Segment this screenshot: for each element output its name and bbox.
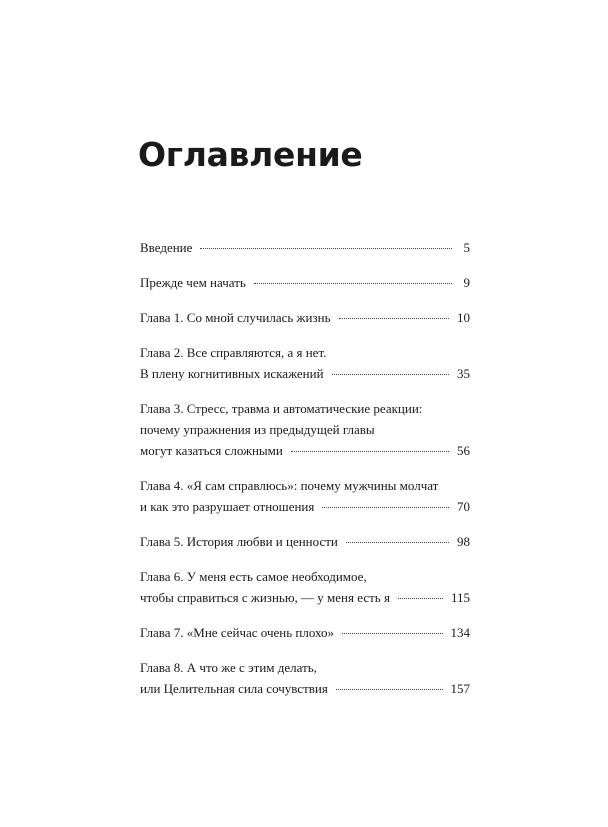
page-number: 10 <box>457 310 470 325</box>
toc-entry <box>140 622 470 643</box>
toc-list <box>140 237 470 713</box>
dot-leader <box>342 632 442 634</box>
dot-leader <box>398 597 443 599</box>
toc-entry-text: Глава 2. Все справляются, а я нет. <box>140 345 327 360</box>
toc-entry-row <box>140 496 470 517</box>
toc-entry-row <box>140 531 470 552</box>
toc-entry-text: Глава 6. У меня есть самое необходимое, <box>140 569 367 584</box>
page-number: 70 <box>457 499 470 514</box>
toc-entry-row <box>140 307 470 328</box>
toc-entry-text: и как это разрушает отношения <box>140 499 315 514</box>
page-number: 98 <box>457 534 470 549</box>
page-number: 35 <box>457 366 470 381</box>
dot-leader <box>322 506 449 508</box>
toc-entry <box>140 398 470 461</box>
toc-entry-row <box>140 678 470 699</box>
toc-entry-text: Глава 5. История любви и ценности <box>140 534 338 549</box>
dot-leader <box>254 282 452 284</box>
toc-entry <box>140 342 470 384</box>
dot-leader <box>336 688 443 690</box>
page-number: 115 <box>450 590 470 605</box>
dot-leader <box>291 450 449 452</box>
toc-entry-text: В плену когнитивных искажений <box>140 366 324 381</box>
toc-entry <box>140 657 470 699</box>
page-number: 56 <box>457 443 470 458</box>
toc-entry-text: Глава 4. «Я сам справлюсь»: почему мужчины молчат <box>140 478 439 493</box>
toc-entry-row <box>140 440 470 461</box>
toc-entry-text: Глава 8. А что же с этим делать, <box>140 660 317 675</box>
toc-entry <box>140 272 470 293</box>
toc-entry-text: могут казаться сложными <box>140 443 283 458</box>
toc-entry-text: Глава 3. Стресс, травма и автоматические реакции: <box>140 401 423 416</box>
toc-entry-text: Глава 1. Со мной случилась жизнь <box>140 310 331 325</box>
toc-entry-text: или Целительная сила сочувствия <box>140 681 328 696</box>
page-number: 134 <box>450 625 470 640</box>
toc-entry <box>140 237 470 258</box>
toc-entry-row <box>140 237 470 258</box>
dot-leader <box>339 317 449 319</box>
toc-entry-text: чтобы справиться с жизнью, — у меня есть я <box>140 590 390 605</box>
toc-entry-text: Глава 7. «Мне сейчас очень плохо» <box>140 625 335 640</box>
toc-entry-row <box>140 587 470 608</box>
dot-leader <box>332 373 449 375</box>
toc-entry-text: почему упражнения из предыдущей главы <box>140 422 375 437</box>
toc-entry <box>140 531 470 552</box>
dot-leader <box>200 247 452 249</box>
page-number: 9 <box>463 275 470 290</box>
page-title: Оглавление <box>138 135 363 174</box>
toc-entry-row <box>140 272 470 293</box>
toc-entry-row <box>140 622 470 643</box>
toc-entry-text: Прежде чем начать <box>140 275 246 290</box>
page-number: 5 <box>463 240 470 255</box>
toc-entry <box>140 566 470 608</box>
toc-entry-text: Введение <box>140 240 193 255</box>
toc-entry-row <box>140 363 470 384</box>
toc-entry <box>140 307 470 328</box>
toc-entry <box>140 475 470 517</box>
dot-leader <box>346 541 449 543</box>
page-number: 157 <box>450 681 470 696</box>
